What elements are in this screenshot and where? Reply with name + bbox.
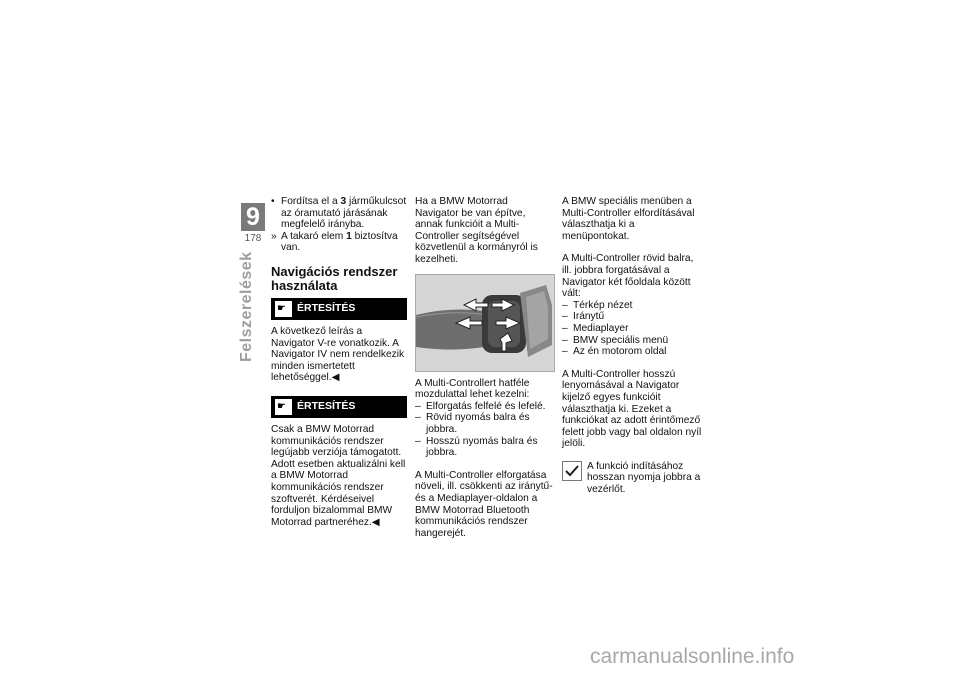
list-item: – Térkép nézet — [562, 300, 702, 312]
result-step: » A takaró elem 1 biztosítva van. — [271, 230, 398, 254]
notice-label: ÉRTESÍTÉS — [297, 302, 356, 315]
bullet-marker: • — [271, 196, 275, 207]
notice-text: Csak a BMW Motorrad kommunikációs rendszer legújabb verziója támogatott. Adott esetben aktualizálni kell a BMW Motorrad kommunikációs rendszer szoftverét. Kérdéseivel forduljon bizalommal BMW Motorrad partneréhez.◀ — [271, 423, 406, 528]
notice-hand-icon: ☛ — [275, 301, 292, 317]
paragraph: A Multi-Controllert hatféle mozdulattal lehet kezelni: — [415, 377, 530, 401]
list-item: – Iránytű — [562, 311, 702, 323]
watermark-text: carmanualsonline.info — [590, 645, 795, 668]
notice-label: ÉRTESÍTÉS — [297, 400, 356, 413]
notice-hand-icon: ☛ — [275, 399, 292, 415]
chapter-number-tab: 9 — [241, 203, 265, 231]
notice-text: A következő leírás a Navigator V-re vonatkozik. A Navigator IV nem rendelkezik minden ismertetett lehetőséggel.◀ — [271, 325, 405, 384]
tip-note — [562, 461, 702, 496]
ref-number: 1 — [346, 230, 352, 242]
list-item: – Mediaplayer — [562, 323, 702, 335]
ref-number: 3 — [340, 196, 347, 207]
column-1 — [271, 196, 407, 528]
paragraph: A Multi-Controller hosszú lenyomásával a Navigator kijelző egyes funkcióit választhatja ki. Ezeket a funkciókat az adott érintőmező felett jobb vagy bal oldalon nyíl jelöli. — [562, 368, 702, 450]
tip-text: A funkció indításához hosszan nyomja jobbra a vezérlőt. — [587, 460, 701, 496]
notice-banner — [271, 298, 407, 320]
paragraph: Ha a BMW Motorrad Navigator be van építve, annak funkcióit a Multi-Controller segítségével közvetlenül a kormányról is kezelheti. — [415, 196, 538, 265]
list-item: – Elforgatás felfelé és lefelé. — [415, 401, 553, 413]
column-2 — [415, 196, 553, 539]
list-item: – BMW speciális menü — [562, 335, 702, 347]
notice-banner — [271, 396, 407, 418]
column-3 — [562, 196, 702, 496]
list-item: – Rövid nyomás balra és jobbra. — [415, 412, 553, 435]
multi-controller-figure — [415, 274, 555, 372]
result-marker: » — [271, 230, 277, 242]
page-number: 178 — [244, 233, 262, 244]
list-item: – Az én motorom oldal — [562, 346, 702, 358]
chapter-side-title: Felszerelések — [238, 251, 255, 362]
paragraph: A Multi-Controller rövid balra, ill. jobbra forgatásával a Navigator két főoldala között vált: — [562, 253, 694, 300]
multi-controller-illustration — [416, 275, 554, 371]
checkmark-icon — [562, 461, 582, 481]
list-item: – Hosszú nyomás balra és jobbra. — [415, 436, 553, 459]
instruction-step: • Fordítsa el a 3 járműkulcsot az óramutató járásának megfelelő irányba. — [271, 196, 407, 231]
paragraph: A BMW speciális menüben a Multi-Controller elfordításával választhatja ki a menüpontokat. — [562, 196, 695, 242]
paragraph: A Multi-Controller elforgatása növeli, ill. csökkenti az iránytű- és a Mediaplayer-oldalon a BMW Motorrad Bluetooth kommunikációs rendszer hangerejét. — [415, 469, 553, 539]
section-heading: Navigációs rendszer használata — [271, 263, 398, 293]
